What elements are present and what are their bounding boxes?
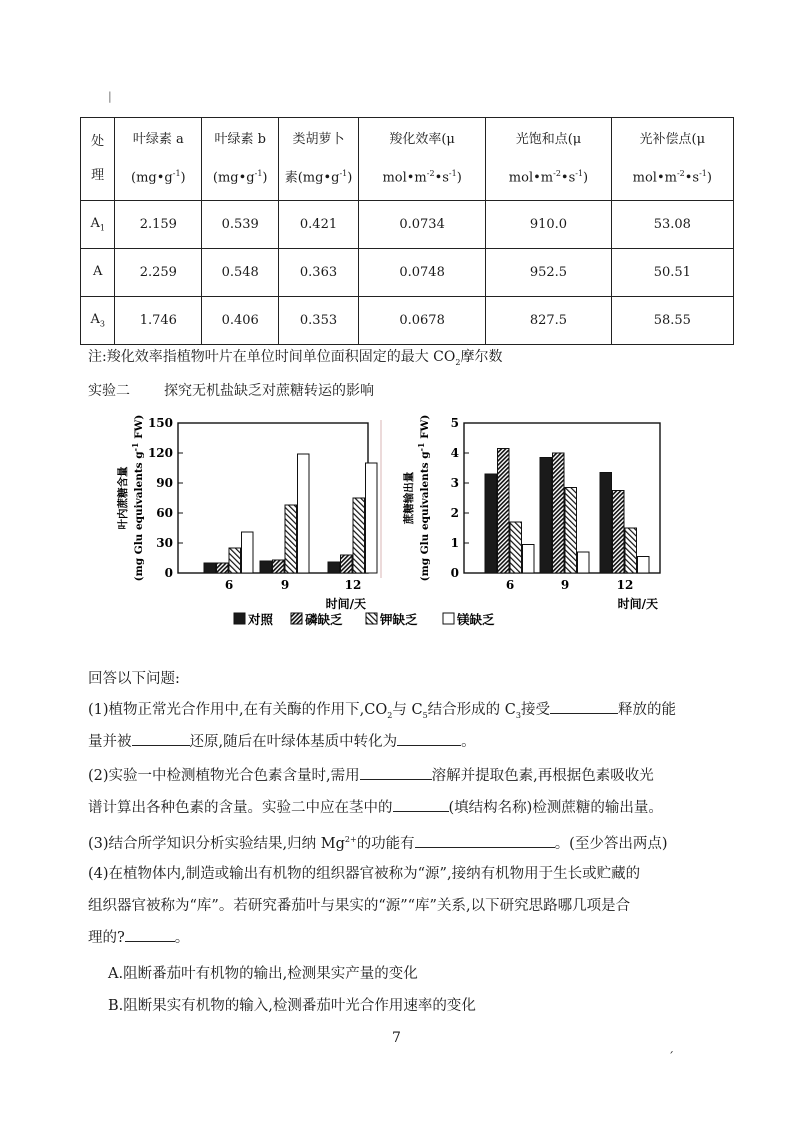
x-tick-label: 12	[616, 578, 634, 592]
bar	[298, 454, 310, 573]
question-4-line-1: (4)在植物体内,制造或输出有机物的组织器官被称为“源”,接纳有机物用于生长或贮藏的	[88, 866, 641, 882]
chart-frame	[178, 423, 368, 573]
legend-swatch	[443, 613, 454, 624]
y-tick-label: 30	[156, 536, 173, 550]
table-cell: 910.0	[486, 201, 611, 249]
option-a: A.阻断番茄叶有机物的输出,检测果实产量的变化	[108, 966, 418, 982]
scan-mark: |	[108, 90, 112, 103]
x-tick-label: 9	[280, 578, 290, 592]
header-light-saturation: 光饱和点(μ $mol•m^{-2}•s^{-1}$)	[486, 118, 611, 201]
sucrose-charts	[100, 408, 680, 644]
bar	[242, 532, 254, 573]
table-cell: 2.159	[115, 201, 202, 249]
bar	[285, 505, 297, 573]
y-tick-label: 90	[156, 476, 173, 490]
option-b: B.阻断果实有机物的输入,检测番茄叶光合作用速率的变化	[108, 998, 476, 1014]
y-tick-label: 1	[450, 536, 459, 550]
bar	[273, 560, 285, 573]
question-4-line-3: 理的? 。	[88, 927, 189, 949]
x-tick-label: 6	[505, 578, 515, 592]
table-cell: 1.746	[115, 297, 202, 345]
question-1-line-2: 量并被 还原,随后在叶绿体基质中转化为 。	[88, 731, 476, 753]
table-row	[81, 201, 734, 249]
table-header-row	[81, 118, 734, 201]
bar	[600, 473, 612, 574]
table-cell: 2.259	[115, 249, 202, 297]
x-axis-label: 时间/天	[617, 597, 658, 611]
table-cell: 0.406	[202, 297, 279, 345]
bar	[204, 563, 216, 573]
x-tick-label: 12	[344, 578, 362, 592]
page-number: 7	[392, 1030, 401, 1046]
y-tick-label: 120	[147, 446, 173, 460]
bar	[613, 491, 625, 574]
bar	[540, 458, 552, 574]
table-cell: 0.363	[279, 249, 359, 297]
answer-blank[interactable]	[415, 833, 555, 848]
bar	[578, 552, 590, 573]
answer-blank[interactable]	[132, 731, 190, 746]
table-cell: 0.548	[202, 249, 279, 297]
x-tick-label: 6	[224, 578, 234, 592]
table-cell: 0.539	[202, 201, 279, 249]
y-axis-unit-label: (mg Glu equivalents $g^{-1}$ FW)	[416, 414, 431, 582]
table-cell: 827.5	[486, 297, 611, 345]
table-cell: 952.5	[486, 249, 611, 297]
chlorophyll-data-table	[80, 117, 734, 345]
row-label: $A_3$	[81, 297, 115, 345]
row-label: A	[81, 249, 115, 297]
bar	[638, 557, 650, 574]
header-chlorophyll-b: 叶绿素 b $(mg•g^{-1})$	[202, 118, 279, 201]
x-axis-label: 时间/天	[325, 597, 366, 611]
y-tick-label: 150	[147, 416, 173, 430]
bar	[523, 545, 535, 574]
y-axis-label: 叶内蔗糖含量	[117, 466, 129, 530]
bar	[260, 561, 272, 573]
table-cell: 0.0678	[358, 297, 485, 345]
legend-label: 镁缺乏	[457, 612, 495, 627]
legend-label: 对照	[248, 612, 274, 627]
answer-blank[interactable]	[125, 927, 175, 942]
answer-blank[interactable]	[550, 699, 618, 714]
legend-swatch	[291, 613, 302, 624]
y-tick-label: 0	[164, 566, 173, 580]
answer-blank[interactable]	[393, 797, 449, 812]
row-label: $A_1$	[81, 201, 115, 249]
bar	[217, 563, 229, 573]
y-tick-label: 4	[450, 446, 459, 460]
bar	[510, 522, 522, 573]
bar	[498, 449, 510, 574]
experiment2-label: 实验二	[88, 383, 130, 399]
y-tick-label: 3	[450, 476, 459, 490]
answer-blank[interactable]	[397, 731, 461, 746]
question-1-line-1: (1)植物正常光合作用中,在有关酶的作用下$,CO_2$与 $C_5$结合形成的 $C_3$接受 释放的能	[88, 699, 676, 727]
y-tick-label: 60	[156, 506, 173, 520]
header-light-compensation: 光补偿点(μ $mol•m^{-2}•s^{-1}$)	[611, 118, 733, 201]
y-axis-unit-label: (mg Glu equivalents $g^{-1}$ FW)	[130, 414, 145, 582]
scan-speck: ˊ	[668, 1050, 674, 1064]
experiment2-title: 探究无机盐缺乏对蔗糖转运的影响	[164, 383, 374, 399]
question-4-line-2: 组织器官被称为“库”。若研究番茄叶与果实的“源”“库”关系,以下研究思路哪几项是合	[88, 898, 631, 914]
bar	[485, 474, 497, 573]
experiment2-heading	[88, 380, 374, 400]
questions-intro: 回答以下问题:	[88, 671, 180, 687]
bar	[328, 562, 340, 573]
table-cell: 0.0748	[358, 249, 485, 297]
bar	[565, 488, 577, 574]
table-cell: 58.55	[611, 297, 733, 345]
question-2-line-1: (2)实验一中检测植物光合色素含量时,需用 溶解并提取色素,再根据色素吸收光	[88, 765, 654, 787]
bar	[341, 555, 353, 573]
bar	[553, 453, 565, 573]
header-carboxylation-efficiency: 羧化效率(μ $mol•m^{-2}•s^{-1}$)	[358, 118, 485, 201]
x-tick-label: 9	[560, 578, 570, 592]
question-2-line-2: 谱计算出各种色素的含量。实验二中应在茎中的 (填结构名称)检测蔗糖的输出量。	[88, 797, 663, 819]
y-tick-label: 5	[450, 416, 459, 430]
header-treatment: 处 理	[81, 118, 115, 201]
table-cell: 0.421	[279, 201, 359, 249]
y-tick-label: 0	[450, 566, 459, 580]
question-3: (3)结合所学知识分析实验结果,归纳 $Mg^{2+}$的功能有 。(至少答出两点)	[88, 829, 668, 855]
table-cell: 50.51	[611, 249, 733, 297]
table-row	[81, 297, 734, 345]
table-row	[81, 249, 734, 297]
answer-blank[interactable]	[360, 765, 432, 780]
y-tick-label: 2	[450, 506, 459, 520]
legend-label: 钾缺乏	[380, 612, 418, 627]
legend-label: 磷缺乏	[305, 612, 343, 627]
bar	[366, 463, 378, 573]
bar	[229, 548, 241, 573]
table-cell: 53.08	[611, 201, 733, 249]
header-carotenoid: 类胡萝卜 素$(mg•g^{-1})$	[279, 118, 359, 201]
table-footnote: 注:羧化效率指植物叶片在单位时间单位面积固定的最大 $CO_2$摩尔数	[88, 349, 503, 367]
y-axis-label: 蔗糖输出量	[403, 471, 415, 525]
legend-swatch	[366, 613, 377, 624]
table-cell: 0.0734	[358, 201, 485, 249]
header-chlorophyll-a: 叶绿素 a $(mg•g^{-1})$	[115, 118, 202, 201]
bar	[625, 528, 637, 573]
legend-swatch	[234, 613, 245, 624]
table-cell: 0.353	[279, 297, 359, 345]
bar	[353, 498, 365, 573]
